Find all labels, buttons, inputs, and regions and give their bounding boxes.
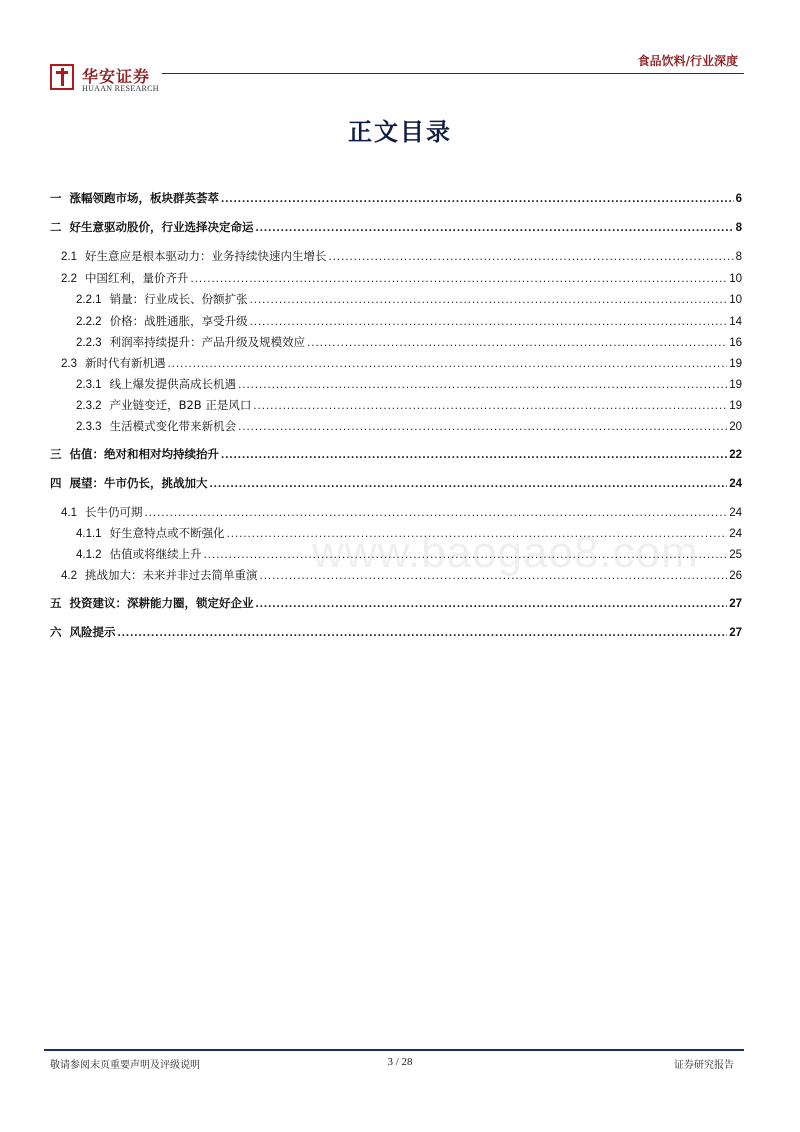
report-category: 食品饮料/行业深度: [637, 54, 738, 68]
toc-page: 25: [729, 549, 742, 561]
toc-leader: [191, 273, 728, 285]
toc-label: 好生意应是根本驱动力：业务持续快速内生增长: [85, 249, 327, 263]
page-header: [0, 0, 800, 100]
toc-page: 26: [729, 570, 742, 582]
toc-entry-4[interactable]: [50, 475, 742, 493]
toc-label: 产业链变迁，B2B 正是风口: [109, 398, 252, 412]
toc-number: 4.1.2: [76, 549, 102, 561]
toc-number: 2.3.3: [76, 421, 102, 433]
toc-page: 14: [729, 316, 742, 328]
toc-entry-2-2-1[interactable]: [50, 291, 742, 309]
toc-number: 2.2: [61, 273, 77, 285]
toc-page: 10: [729, 273, 742, 285]
toc-leader: [238, 421, 727, 433]
toc-entry-4-2[interactable]: [50, 567, 742, 585]
toc-label: 估值或将继续上升: [109, 547, 202, 561]
toc-number: 2.3: [61, 358, 77, 370]
toc-entry-2-2[interactable]: [50, 270, 742, 288]
toc-entry-4-1-1[interactable]: [50, 525, 742, 543]
toc-label: 利润率持续提升：产品升级及规模效应: [109, 335, 306, 349]
toc-leader: [250, 294, 728, 306]
toc-leader: [204, 549, 728, 561]
toc-label: 好生意特点或不断强化: [109, 526, 225, 540]
toc-page: 16: [729, 337, 742, 349]
toc-page: 19: [729, 379, 742, 391]
toc-page: 20: [729, 421, 742, 433]
toc-page: 27: [729, 627, 742, 639]
toc-page: 22: [729, 449, 742, 461]
toc-number: 2.3.2: [76, 400, 102, 412]
toc-label: 涨幅领跑市场，板块群英荟萃: [69, 191, 219, 205]
toc-entry-2-3-3[interactable]: [50, 418, 742, 436]
toc-label: 展望：牛市仍长，挑战加大: [69, 476, 208, 490]
toc-leader: [221, 449, 727, 461]
toc-entry-4-1-2[interactable]: [50, 546, 742, 564]
toc-entry-3[interactable]: [50, 446, 742, 464]
toc-number: 4.2: [61, 570, 77, 582]
toc-number: 2.2.3: [76, 337, 102, 349]
toc-number: 2.3.1: [76, 379, 102, 391]
page-number: 3 / 28: [387, 1056, 413, 1068]
toc-label: 新时代有新机遇: [85, 356, 166, 370]
toc-entry-2-2-2[interactable]: [50, 313, 742, 331]
toc-entry-6[interactable]: [50, 624, 742, 642]
toc-entry-5[interactable]: [50, 595, 742, 613]
toc-page: 19: [729, 358, 742, 370]
toc-entry-2-3-1[interactable]: [50, 376, 742, 394]
toc-entry-2-3[interactable]: [50, 355, 742, 373]
toc-page: 27: [729, 598, 742, 610]
disclaimer-note: 敬请参阅末页重要声明及评级说明: [50, 1060, 200, 1071]
toc-label: 风险提示: [69, 625, 116, 639]
toc-label: 中国红利，量价齐升: [85, 271, 189, 285]
toc-page: 24: [729, 528, 742, 540]
toc-number: 四: [50, 478, 62, 490]
toc-leader: [256, 222, 734, 234]
toc-leader: [250, 316, 728, 328]
toc-label: 好生意驱动股价，行业选择决定命运: [69, 220, 254, 234]
toc-entry-2-1[interactable]: [50, 248, 742, 266]
toc-label: 价格：战胜通胀，享受升级: [109, 314, 248, 328]
toc-number: 2.1: [61, 251, 77, 263]
toc-label: 长牛仍可期: [85, 505, 143, 519]
toc-number: 一: [50, 193, 62, 205]
toc-leader: [227, 528, 728, 540]
toc-leader: [329, 251, 734, 263]
toc-leader: [256, 598, 728, 610]
toc-label: 生活模式变化带来新机会: [109, 419, 237, 433]
toc-number: 二: [50, 222, 62, 234]
toc-leader: [118, 627, 728, 639]
toc-entry-2-3-2[interactable]: [50, 397, 742, 415]
toc-entry-2-2-3[interactable]: [50, 334, 742, 352]
toc-label: 挑战加大：未来并非过去简单重演: [85, 568, 258, 582]
toc-leader: [221, 193, 734, 205]
toc-leader: [253, 400, 727, 412]
toc-entry-1[interactable]: [50, 190, 742, 208]
toc-label: 销量：行业成长、份额扩张: [109, 292, 248, 306]
toc-number: 三: [50, 449, 62, 461]
toc-page: 24: [729, 507, 742, 519]
toc-number: 六: [50, 627, 62, 639]
toc-number: 2.2.1: [76, 294, 102, 306]
company-english-name: HUAAN RESEARCH: [82, 84, 159, 93]
toc-label: 线上爆发提供高成长机遇: [109, 377, 237, 391]
toc-label: 投资建议：深耕能力圈，锁定好企业: [69, 596, 254, 610]
toc-number: 五: [50, 598, 62, 610]
toc-page: 10: [729, 294, 742, 306]
toc-leader: [168, 358, 728, 370]
toc-page: 24: [729, 478, 742, 490]
toc-leader: [260, 570, 728, 582]
toc-number: 4.1: [61, 507, 77, 519]
toc-page: 8: [735, 251, 742, 263]
company-name: 华安证券: [82, 67, 151, 86]
toc-entry-2[interactable]: [50, 219, 742, 237]
company-logo-icon: [50, 64, 74, 90]
report-type: 证券研究报告: [674, 1060, 734, 1071]
toc-leader: [238, 379, 727, 391]
toc-leader: [210, 478, 728, 490]
toc-number: 4.1.1: [76, 528, 102, 540]
toc-label: 估值：绝对和相对均持续抬升: [69, 447, 219, 461]
toc-page: 8: [735, 222, 742, 234]
toc-page: 6: [735, 193, 742, 205]
footer-divider: [44, 1049, 744, 1051]
toc-entry-4-1[interactable]: [50, 504, 742, 522]
header-divider: [162, 73, 744, 74]
toc-leader: [307, 337, 727, 349]
page-title: 正文目录: [348, 118, 452, 146]
toc-leader: [145, 507, 728, 519]
watermark: www.baogao8.com: [312, 528, 699, 577]
toc-number: 2.2.2: [76, 316, 102, 328]
toc-page: 19: [729, 400, 742, 412]
